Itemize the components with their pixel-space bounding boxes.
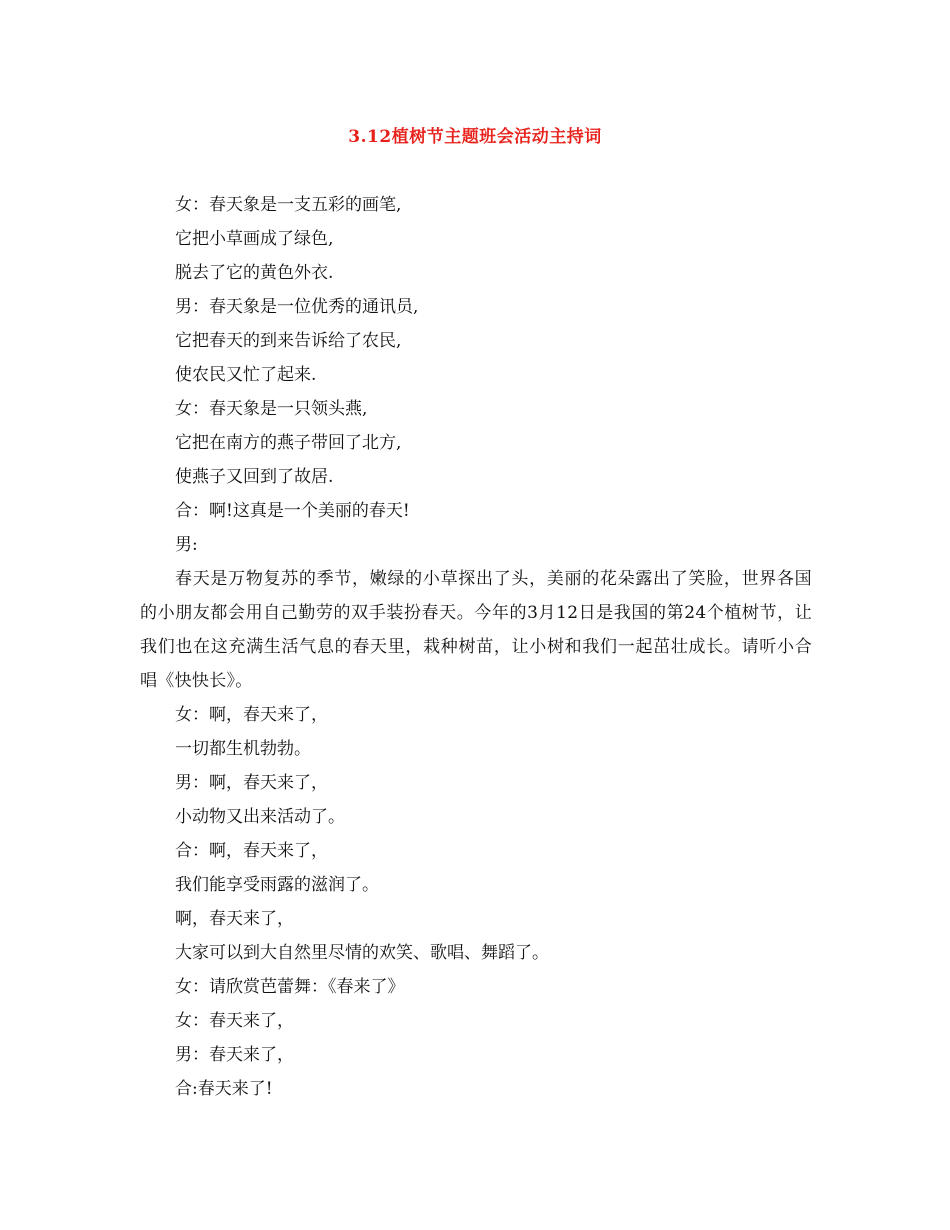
script-line: 一切都生机勃勃。 (175, 739, 311, 759)
script-line: 女：春天象是一只领头燕, (175, 399, 368, 419)
script-line: 女：请欣赏芭蕾舞：《春来了》 (175, 977, 405, 997)
document-body (140, 188, 812, 1106)
narration-paragraph: 春天是万物复苏的季节，嫩绿的小草探出了头，美丽的花朵露出了笑脸，世界各国的小朋友都会用自己勤劳的双手装扮春天。今年的3月12日是我国的第24个植树节，让我们也在这充满生活气息的春天里，栽种树苗，让小树和我们一起茁壮成长。请听小合唱《快快长》。 (140, 569, 812, 691)
script-line: 女：春天象是一支五彩的画笔, (175, 195, 402, 215)
script-line: 男：啊，春天来了， (175, 773, 328, 793)
script-line: 它把春天的到来告诉给了农民, (175, 331, 402, 351)
script-line: 合：啊!这真是一个美丽的春天! (175, 501, 410, 521)
script-line: 我们能享受雨露的滋润了。 (175, 875, 379, 895)
script-line: 男：春天象是一位优秀的通讯员, (175, 297, 419, 317)
script-line: 脱去了它的黄色外衣. (175, 263, 334, 283)
script-line: 男: (175, 535, 198, 555)
script-line: 大家可以到大自然里尽情的欢笑、歌唱、舞蹈了。 (175, 943, 549, 963)
script-line: 女：春天来了， (175, 1011, 294, 1031)
script-line: 小动物又出来活动了。 (175, 807, 345, 827)
document-title: 3.12植树节主题班会活动主持词 (348, 127, 602, 147)
script-line: 使燕子又回到了故居. (175, 467, 334, 487)
script-line: 男：春天来了， (175, 1045, 294, 1065)
script-line: 使农民又忙了起来. (175, 365, 317, 385)
script-line: 合：啊，春天来了， (175, 841, 328, 861)
script-line: 女：啊，春天来了， (175, 705, 328, 725)
script-line: 合:春天来了! (175, 1079, 273, 1099)
script-line: 它把在南方的燕子带回了北方, (175, 433, 402, 453)
script-line: 啊，春天来了， (175, 909, 294, 929)
script-line: 它把小草画成了绿色, (175, 229, 334, 249)
